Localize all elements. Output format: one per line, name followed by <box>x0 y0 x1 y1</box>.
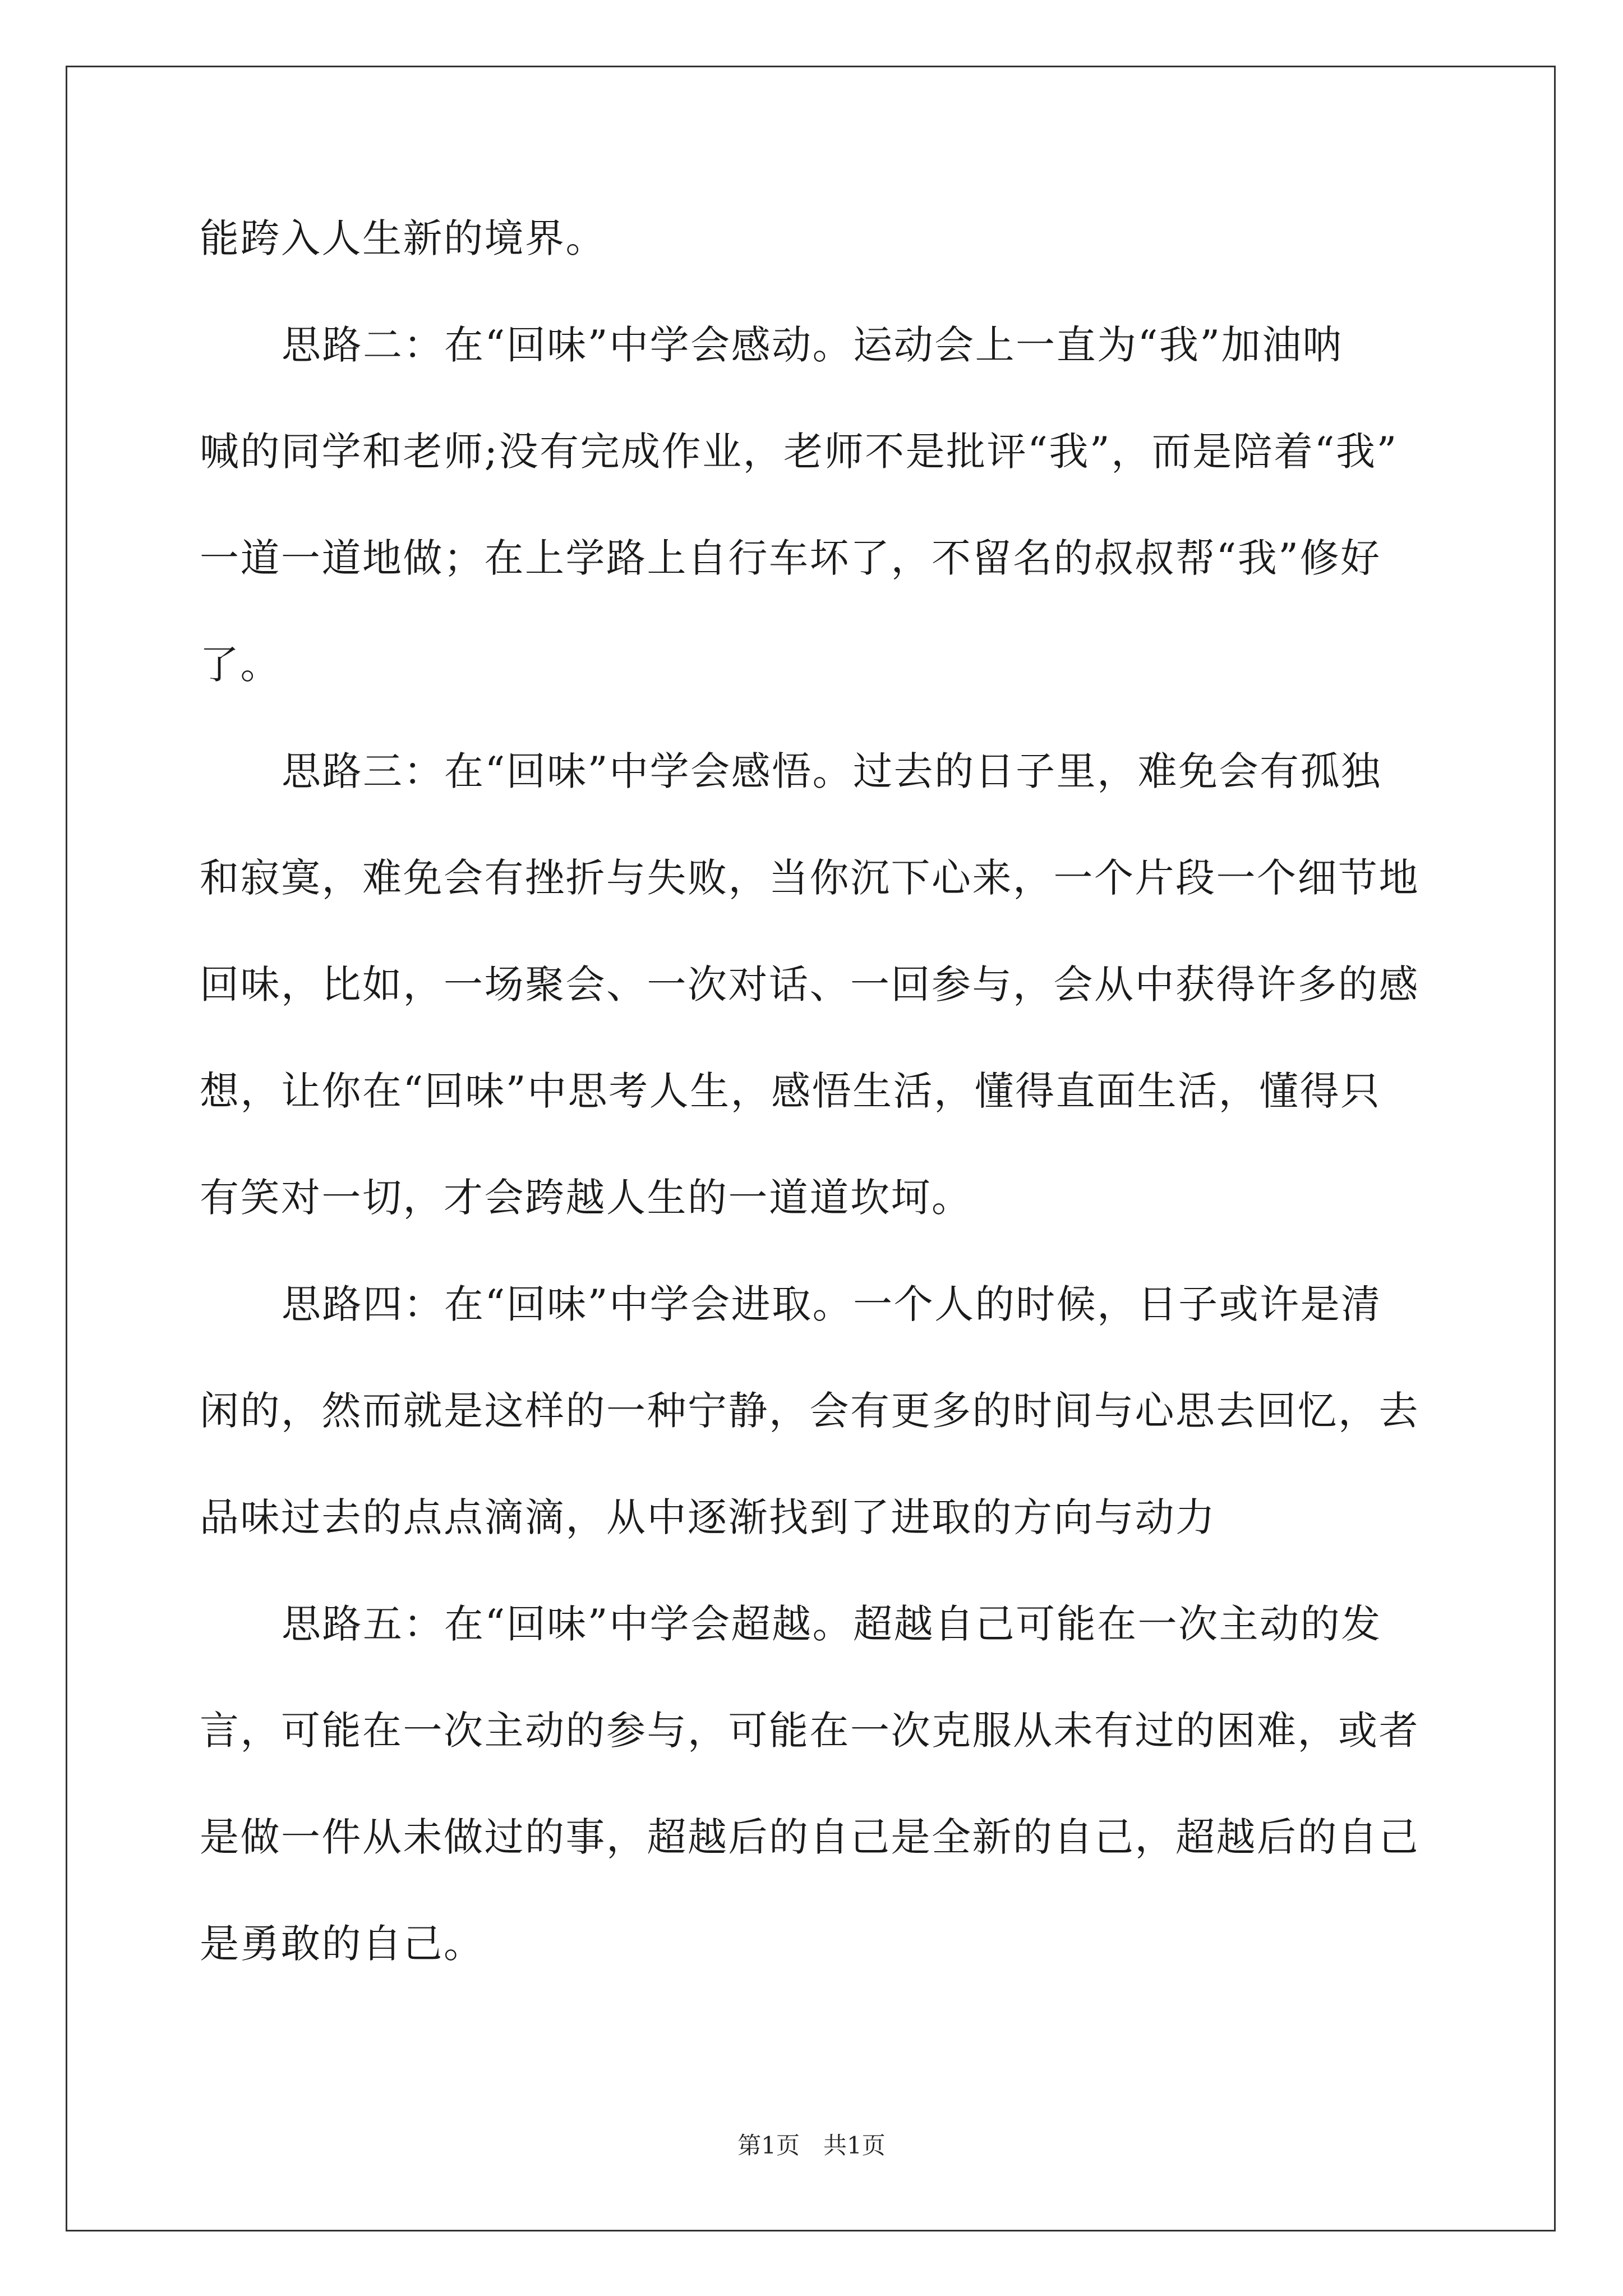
page-number-total: 共1页 <box>823 2132 886 2159</box>
paragraph-first-line: 思路四：在“回味”中学会进取。一个人的时候，日子或许是清 <box>282 1281 1382 1327</box>
page-footer <box>0 2129 1623 2162</box>
text-line: 有笑对一切，才会跨越人生的一道道坎坷。 <box>200 1175 972 1221</box>
text-line: 了。 <box>200 642 281 688</box>
text-line: 一道一道地做；在上学路上自行车坏了，不留名的叔叔帮“我”修好 <box>200 535 1381 581</box>
text-line: 是勇敢的自己。 <box>200 1921 485 1967</box>
paragraph-first-line: 思路三：在“回味”中学会感悟。过去的日子里，难免会有孤独 <box>282 748 1382 794</box>
text-line: 回味，比如，一场聚会、一次对话、一回参与，会从中获得许多的感 <box>200 961 1419 1007</box>
paragraph-first-line: 思路二：在“回味”中学会感动。运动会上一直为“我”加油呐 <box>282 322 1344 368</box>
text-line: 是做一件从未做过的事，超越后的自己是全新的自己，超越后的自己 <box>200 1814 1419 1860</box>
paragraph-first-line: 思路五：在“回味”中学会超越。超越自己可能在一次主动的发 <box>282 1601 1382 1647</box>
text-line: 喊的同学和老师;没有完成作业，老师不是批评“我”，而是陪着“我” <box>200 429 1398 475</box>
text-line: 想，让你在“回味”中思考人生，感悟生活，懂得直面生活，懂得只 <box>200 1068 1381 1114</box>
text-line: 品味过去的点点滴滴，从中逐渐找到了进取的方向与动力 <box>200 1494 1216 1540</box>
text-line: 闲的，然而就是这样的一种宁静，会有更多的时间与心思去回忆，去 <box>200 1388 1419 1434</box>
page-number-current: 第1页 <box>737 2132 800 2159</box>
page-border <box>66 66 1556 2231</box>
text-line: 能跨入人生新的境界。 <box>200 215 606 261</box>
text-line: 和寂寞，难免会有挫折与失败，当你沉下心来，一个片段一个细节地 <box>200 855 1419 901</box>
text-line: 言，可能在一次主动的参与，可能在一次克服从未有过的困难，或者 <box>200 1708 1419 1754</box>
